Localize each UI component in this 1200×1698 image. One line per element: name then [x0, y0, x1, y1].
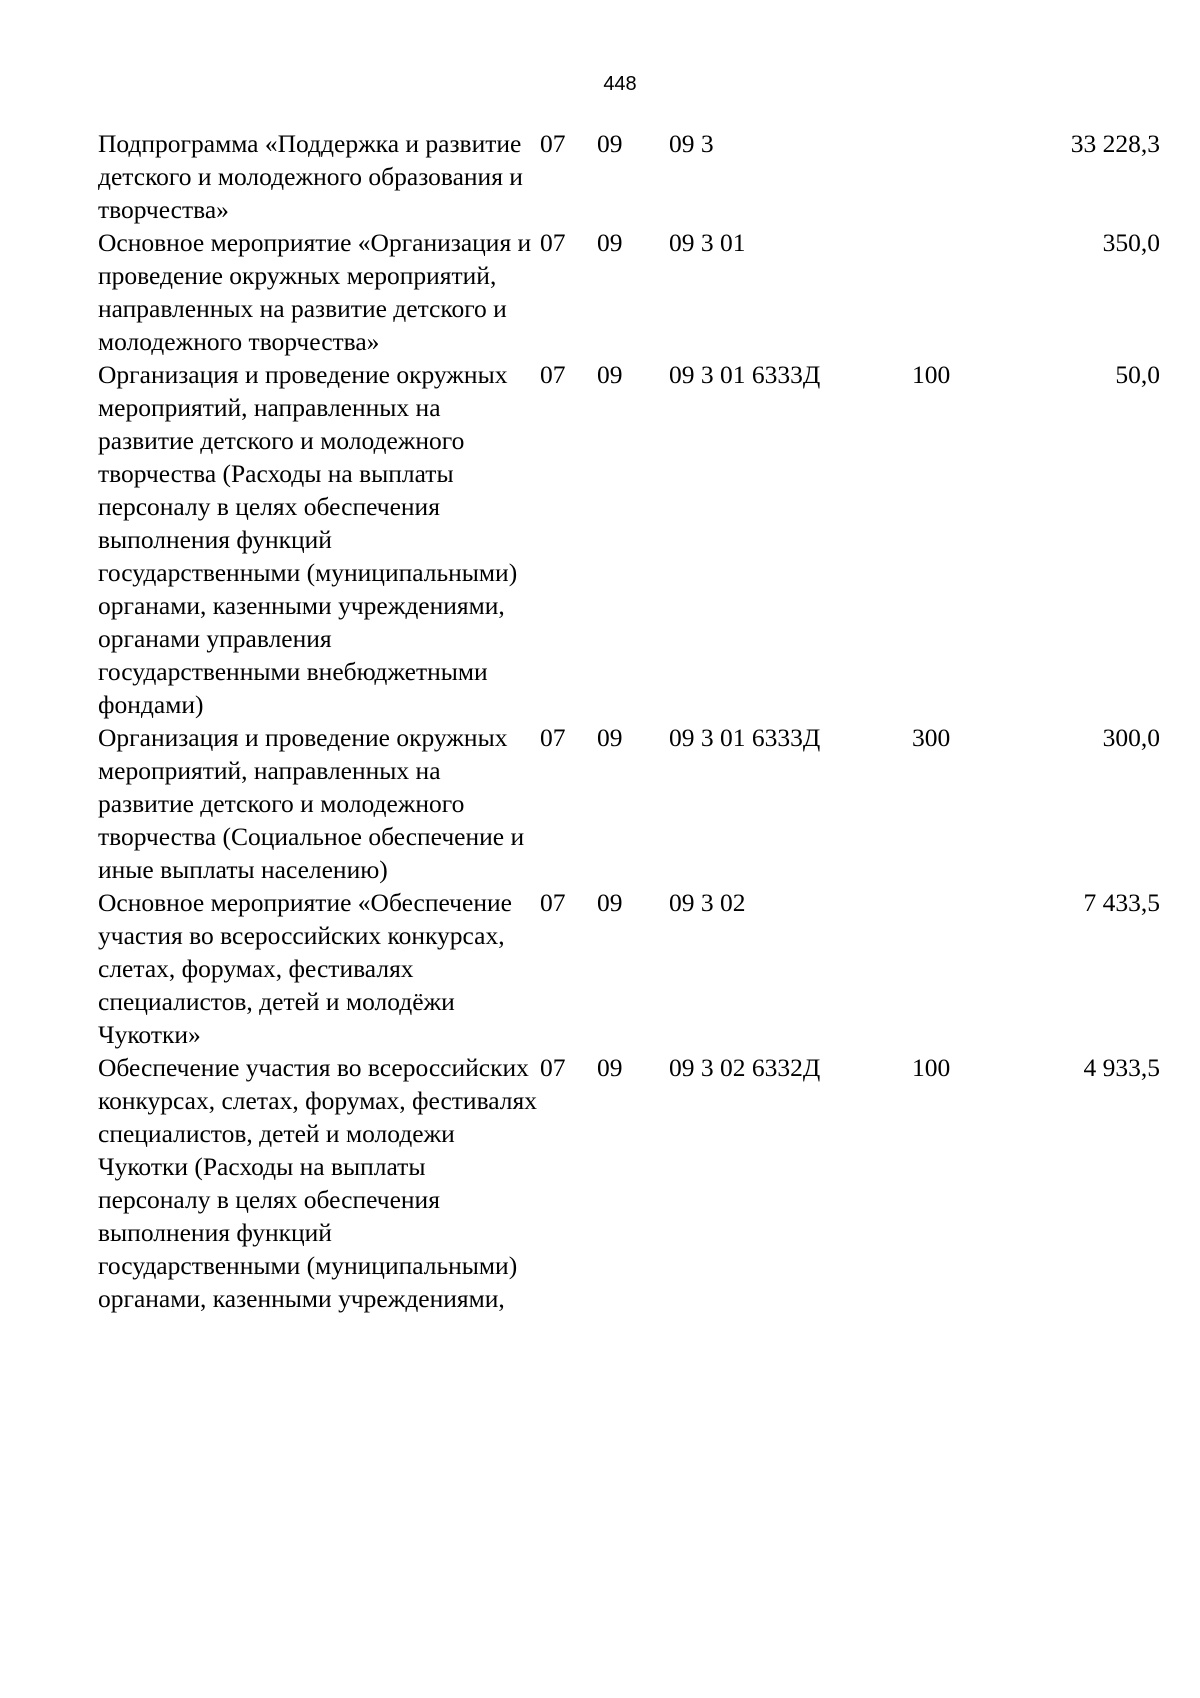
page-number: 448 — [603, 73, 637, 95]
row-description: Подпрограмма «Поддержка и развитие детского и молодежного образования и творчества» — [98, 129, 523, 224]
budget-table — [98, 127, 1160, 1315]
amount: 33 228,3 — [1070, 129, 1160, 158]
amount: 50,0 — [1115, 360, 1160, 389]
subsection-code: 09 — [597, 360, 623, 389]
section-code: 07 — [540, 1053, 566, 1082]
subsection-code: 09 — [597, 228, 623, 257]
amount: 300,0 — [1102, 723, 1160, 752]
target-article-code: 09 3 01 6333Д — [669, 723, 821, 752]
target-article-code: 09 3 01 6333Д — [669, 360, 821, 389]
target-article-code: 09 3 02 6332Д — [669, 1053, 821, 1082]
amount: 350,0 — [1102, 228, 1160, 257]
subsection-code: 09 — [597, 723, 623, 752]
section-code: 07 — [540, 129, 566, 158]
expense-type-code: 100 — [912, 360, 951, 389]
table-row — [98, 358, 1160, 721]
row-description: Обеспечение участия во всероссийских конкурсах, слетах, форумах, фестивалях специалистов, детей и молодежи Чукотки (Расходы на выплаты персоналу в целях обеспечения выполнения функций государственными (муниципальными) органами, казенными учреждениями, — [98, 1053, 538, 1313]
expense-type-code: 300 — [912, 723, 951, 752]
section-code: 07 — [540, 360, 566, 389]
target-article-code: 09 3 — [669, 129, 714, 158]
expense-type-code: 100 — [912, 1053, 951, 1082]
row-description: Основное мероприятие «Обеспечение участия во всероссийских конкурсах, слетах, форумах, фестивалях специалистов, детей и молодёжи Чукотки» — [98, 888, 512, 1049]
amount: 7 433,5 — [1083, 888, 1160, 917]
section-code: 07 — [540, 888, 566, 917]
table-row — [98, 886, 1160, 1051]
row-description: Организация и проведение окружных мероприятий, направленных на развитие детского и молодежного творчества (Расходы на выплаты персоналу в целях обеспечения выполнения функций государственными (муниципальными) органами, казенными учреждениями, органами управления государственными внебюджетными фондами) — [98, 360, 518, 719]
table-row — [98, 721, 1160, 886]
table-row — [98, 226, 1160, 358]
subsection-code: 09 — [597, 129, 623, 158]
table-row — [98, 127, 1160, 226]
section-code: 07 — [540, 228, 566, 257]
subsection-code: 09 — [597, 1053, 623, 1082]
amount: 4 933,5 — [1083, 1053, 1160, 1082]
target-article-code: 09 3 02 — [669, 888, 746, 917]
table-row — [98, 1051, 1160, 1315]
row-description: Основное мероприятие «Организация и проведение окружных мероприятий, направленных на развитие детского и молодежного творчества» — [98, 228, 532, 356]
section-code: 07 — [540, 723, 566, 752]
target-article-code: 09 3 01 — [669, 228, 746, 257]
row-description: Организация и проведение окружных мероприятий, направленных на развитие детского и молодежного творчества (Социальное обеспечение и иные выплаты населению) — [98, 723, 525, 884]
subsection-code: 09 — [597, 888, 623, 917]
